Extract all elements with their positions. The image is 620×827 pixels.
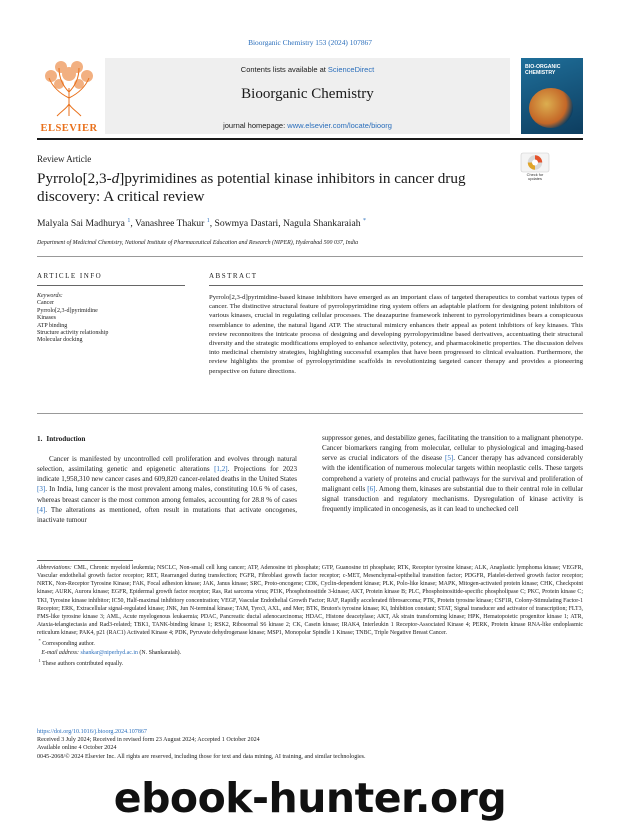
author-name[interactable]: Nagula Shankaraiah: [283, 218, 361, 230]
article-type: Review Article: [37, 154, 92, 164]
abbreviations-text: CML, Chronic myeloid leukemia; NSCLC, Non-small cell lung cancer; ATP, Adenosine tri phosphate; GTP, Guanosine tri phosphate; RTK, Receptor tyrosine kinase; ALK, Anaplastic lymphoma kinase; VEGFR, Vascular endothelial growth factor receptor; RET, Rearranged during transfection; FGFR, Fibroblast growth factor receptor; c-MET, Mesenchymal-epithelial transition factor; PDGFR, Platelet-derived growth factor receptor; NRTK, Non-Receptor Tyrosine Kinase; FAK, Focal adhesion kinase; JAK, Janus kinase; SRC, Proto-oncogene; CDK, Cyclin-dependent kinase; PLK, Polo-like kinase; MAPK, Mitogen-activated protein kinase; CHK, Checkpoint kinase; AURK, Aurora kinase; EGFR, Epidermal growth factor receptor; Ras, Rat sarcoma virus; PI3K, Phosphoinositide 3-kinase; AKT, Protein kinase B; PLC, Phosphoinositide-specific phospholipase C; PKC, Protein kinase C; TKI, Tyrosine kinase inhibitor; IC50, Half-maximal inhibitory concentration; VEGF, Vascular Endothelial Growth Factor; RAF, Rapidly accelerated fibrosarcoma; PTK, Protein tyrosine kinase; CSF1R, Colony-Stimulating Factor-1 Receptor; ERK, Extracellular signal-regulated kinase; JNK, Jun N-terminal kinase; TAM, Tyro3, AXL, and Mer; BTK, Bruton's tyrosine kinase; Ki, Inhibition constant; STAT, Signal transducer and activator of transcription; FLT3, FMS-like tyrosine kinase 3; AML, Acute myelogenous leukaemia; PDAC, Pancreatic ductal adenocarcinoma; HDAC, Histone deacetylase; AKT, Ak strain transforming kinase; HPK, Hematopoietic progenitor kinase 1; ATR, Ataxia-telangiectasia and Rad3-related; TBK1, TANK-binding kinase 1; RSK2, Ribosomal S6 kinase 2; CK, Casein kinase; IRAK4, Interleukin 1 Receptor-Associated Kinase 4; PERK, Protein kinase RNA-like endoplasmic reticulum kinase; PAK4, p21 (RAC1) Activated Kinase 4; PDK, Pyruvate dehydrogenase kinase; MSP1, Monopolar Spindle 1 Kinase; TNBC, Triple Negative Breast Cancer.: [37, 565, 583, 637]
contents-line: [105, 65, 510, 74]
cover-title: BIO-ORGANIC CHEMISTRY: [525, 64, 561, 76]
author-name[interactable]: Vanashree Thakur: [134, 218, 205, 230]
corresponding-author-note: [37, 637, 583, 648]
author-list: Malyala Sai Madhurya $^1$, Vanashree Thakur $^1$, Sowmya Dastari, Nagula Shankaraiah *: [37, 218, 366, 230]
section-number: 1.: [37, 435, 43, 443]
intro-right-column: [322, 433, 583, 514]
abstract-rule: [209, 285, 583, 286]
section-heading-introduction: [37, 435, 85, 443]
equal-contribution-note: [37, 657, 583, 668]
journal-reference[interactable]: Bioorganic Chemistry 153 (2024) 107867: [248, 38, 372, 47]
keyword: Kinases: [37, 315, 56, 322]
crossmark-icon: [520, 152, 550, 173]
email-note: [37, 649, 583, 657]
citation-link[interactable]: [5]: [444, 454, 454, 463]
citation-link[interactable]: [1,2]: [214, 465, 228, 474]
email-link[interactable]: shankar@niperhyd.ac.in: [80, 649, 138, 656]
keyword: Cancer: [37, 300, 54, 307]
received-dates: Received 3 July 2024; Received in revised form 23 August 2024; Accepted 1 October 2024: [37, 737, 260, 744]
journal-title: Bioorganic Chemistry: [241, 86, 374, 102]
body-text: suppressor genes, and destabilize genes, facilitating the transition to a malignant phenotype. Cancer biomarkers ranging from molecular, cellular to physiological and imaging-based serve as crucial indicators of the disease: [322, 434, 583, 463]
body-text: . Among them, kinases are substantial due to their central role in cellular signal transduction and regulatory mechanisms. Dysregulation of kinase activity is frequently implicated in oncogenesis, as it can lead to unchecked cell: [322, 484, 584, 514]
keyword: Molecular docking: [37, 337, 83, 344]
body-text: . Projections for 2023 indicate 1,958,310 new cancer cases and 609,820 cancer-related deaths in the United States: [37, 465, 297, 484]
footnote-mark: *: [38, 638, 41, 644]
doi-link[interactable]: https://doi.org/10.1016/j.bioorg.2024.107867: [37, 729, 147, 735]
intro-left-column: [37, 454, 297, 525]
keyword: ATP binding: [37, 322, 68, 329]
abbreviations-label: Abbreviations:: [37, 565, 72, 571]
watermark: ebook-hunter.org: [113, 774, 507, 822]
copyright: 0045-2068/© 2024 Elsevier Inc. All rights are reserved, including those for text and data mining, AI training, and similar technologies.: [37, 753, 366, 760]
affiliation-divider: [37, 256, 583, 257]
citation-link[interactable]: [4]: [37, 505, 46, 514]
author-mark[interactable]: 1: [206, 218, 210, 224]
elsevier-tree-icon: [37, 58, 101, 120]
abbreviations-note: [37, 564, 583, 637]
online-date: Available online 4 October 2024: [37, 745, 117, 752]
journal-cover-image[interactable]: [521, 58, 583, 134]
abstract-text: Pyrrolo[2,3-d]pyrimidine-based kinase inhibitors have emerged as an important class of targeted therapeutics to combat various types of cancer. The distinctive structural feature of pyrrolopyrimidine ring system offers an adaptable platform for designing potent inhibitors of various kinases, crucial in regulating cellular processes. The deazapurine framework inherent to pyrrolopyrimidines bears a conspicuous resemblance to adenine, the natural ligand ATP. The structural mimicry enhances their appeal as potent inhibitors of key kinases. This review reconnoitres the intricate process of designing and developing pyrrolopyrimidine based derivatives, accentuating their structural diversity and the strategic modifications employed to enhance selectivity, potency, and pharmacokinetic properties. The discussion delves into medicinal chemistry strategies, highlighting successful examples that have been progressed to clinical evaluation. Furthermore, the review highlights the promise of pyrrolopyrimidine scaffolds in revolutionizing targeted cancer therapy and provides a pioneering perspective on future directions.: [209, 294, 583, 375]
abstract-divider: [37, 413, 583, 414]
header-divider: [37, 138, 583, 140]
title-part-2: ]pyrimidines as potential kinase inhibitors in cancer drug discovery: A critical review: [37, 170, 466, 205]
title-part-1: Pyrrolo[2,3-: [37, 170, 112, 187]
author-name[interactable]: Sowmya Dastari: [214, 218, 279, 230]
publication-info: [37, 728, 583, 761]
email-suffix: (N. Shankaraiah).: [137, 649, 182, 656]
body-text: Cancer is manifested by uncontrolled cell proliferation and evolves through natural selection, assimilating genetic and epigenetic alterations: [37, 455, 297, 474]
footnotes: [37, 564, 583, 668]
keywords-label: Keywords:: [37, 293, 63, 299]
abstract-heading: ABSTRACT: [209, 272, 258, 280]
affiliation: Department of Medicinal Chemistry, National Institute of Pharmaceutical Education and Research (NIPER), Hyderabad 500 037, India: [37, 240, 359, 246]
author-mark[interactable]: 1: [127, 218, 131, 224]
section-title: Introduction: [46, 435, 86, 443]
title-italic: d: [111, 170, 120, 187]
homepage-prefix: journal homepage:: [223, 121, 288, 130]
publisher-wordmark: ELSEVIER: [40, 123, 98, 134]
body-text: . In India, lung cancer is the most prevalent among males, constituting 10.6 % of cases, whereas breast cancer is the most common among females, accounting for 28.8 % of cases: [37, 485, 297, 504]
body-text: . Cancer therapy has advanced considerably with the identification of numerous molecular targets within neoplastic cells. These targets comprehend a variety of proteins and crucial pathways for the survival and proliferation of malignant cells: [322, 454, 583, 493]
homepage-line: [105, 121, 510, 130]
keyword: Structure activity relationship: [37, 330, 109, 337]
journal-header: [37, 58, 583, 134]
email-label: E-mail address:: [41, 649, 81, 656]
keywords-block: [37, 293, 185, 345]
keyword: Pyrrolo[2,3-d]pyrimidine: [37, 307, 98, 314]
contents-prefix: Contents lists available at: [240, 65, 328, 74]
cover-artwork: [529, 88, 573, 128]
article-info-rule: [37, 285, 185, 286]
author-mark[interactable]: *: [362, 218, 366, 224]
citation-link[interactable]: [6]: [367, 484, 376, 493]
footnote-mark: 1: [38, 657, 41, 663]
footnote-rule: [37, 560, 133, 561]
journal-info-box: [105, 58, 510, 134]
corresponding-text: Corresponding author.: [42, 641, 95, 648]
article-title: [37, 170, 507, 205]
sciencedirect-link[interactable]: ScienceDirect: [327, 65, 375, 74]
check-for-updates-badge[interactable]: [520, 152, 550, 186]
citation-link[interactable]: [3]: [37, 485, 46, 494]
equal-contribution-text: These authors contributed equally.: [42, 660, 124, 667]
journal-homepage-link[interactable]: www.elsevier.com/locate/bioorg: [287, 121, 392, 130]
author-name[interactable]: Malyala Sai Madhurya: [37, 218, 125, 230]
check-for-updates-label: Check for updates: [526, 172, 544, 182]
elsevier-logo[interactable]: [37, 58, 101, 134]
article-info-heading: ARTICLE INFO: [37, 272, 103, 280]
body-text: . The alterations as mentioned, often result in mutations that activate oncogenes, inactivate tumour: [37, 505, 297, 524]
